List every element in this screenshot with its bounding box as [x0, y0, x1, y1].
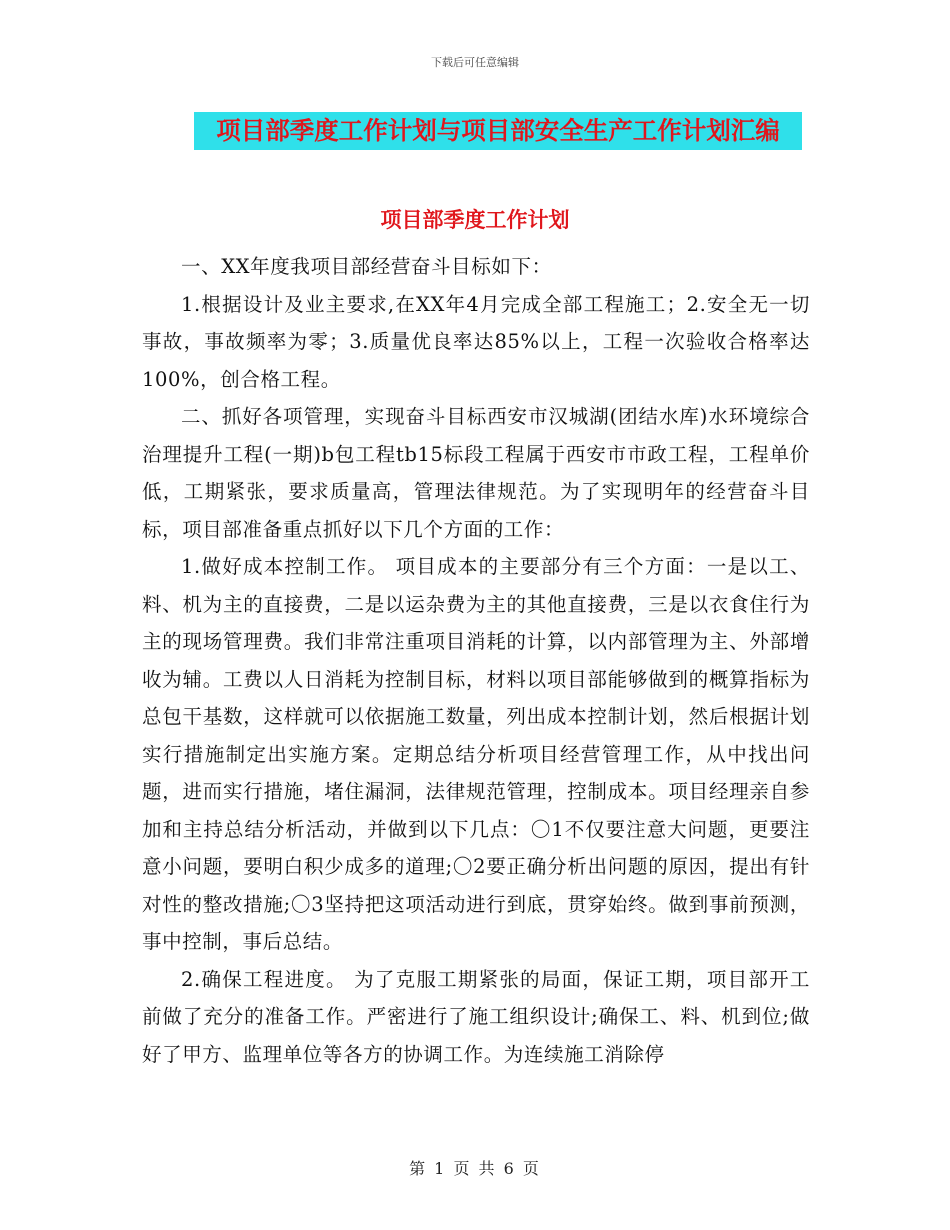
section-title: 项目部季度工作计划 — [380, 207, 570, 232]
document-body — [142, 248, 810, 1073]
paragraph: 二、抓好各项管理，实现奋斗目标西安市汉城湖(团结水库)水环境综合治理提升工程(一期)b包工程tb15标段工程属于西安市市政工程，工程单价低，工期紧张，要求质量高，管理法律规范。为了实现明年的经营奋斗目标，项目部准备重点抓好以下几个方面的工作： — [142, 405, 810, 541]
paragraph: 1.做好成本控制工作。 项目成本的主要部分有三个方面：一是以工、料、机为主的直接费，二是以运杂费为主的其他直接费，三是以衣食住行为主的现场管理费。我们非常注重项目消耗的计算，以内部管理为主、外部增收为辅。工费以人日消耗为控制目标，材料以项目部能够做到的概算指标为总包干基数，这样就可以依据施工数量，列出成本控制计划，然后根据计划实行措施制定出实施方案。定期总结分析项目经营管理工作，从中找出问题，进而实行措施，堵住漏洞，法律规范管理，控制成本。项目经理亲自参加和主持总结分析活动，并做到以下几点：〇1不仅要注意大问题，更要注意小问题，要明白积少成多的道理;〇2要正确分析出问题的原因，提出有针对性的整改措施;〇3坚持把这项活动进行到底，贯穿始终。做到事前预测，事中控制，事后总结。 — [142, 555, 810, 953]
paragraph: 1.根据设计及业主要求,在XX年4月完成全部工程施工；2.安全无一切事故，事故频率为零；3.质量优良率达85%以上，工程一次验收合格率达100%，创合格工程。 — [142, 292, 810, 391]
page-footer: 第 1 页 共 6 页 — [409, 1159, 541, 1178]
paragraph: 2.确保工程进度。 为了克服工期紧张的局面，保证工期，项目部开工前做了充分的准备工作。严密进行了施工组织设计;确保工、料、机到位;做好了甲方、监理单位等各方的协调工作。为连续施工消除停 — [142, 967, 810, 1066]
paragraph: 一、XX年度我项目部经营奋斗目标如下： — [181, 255, 552, 278]
header-note: 下载后可任意编辑 — [431, 56, 519, 69]
document-title: 项目部季度工作计划与项目部安全生产工作计划汇编 — [194, 112, 802, 150]
